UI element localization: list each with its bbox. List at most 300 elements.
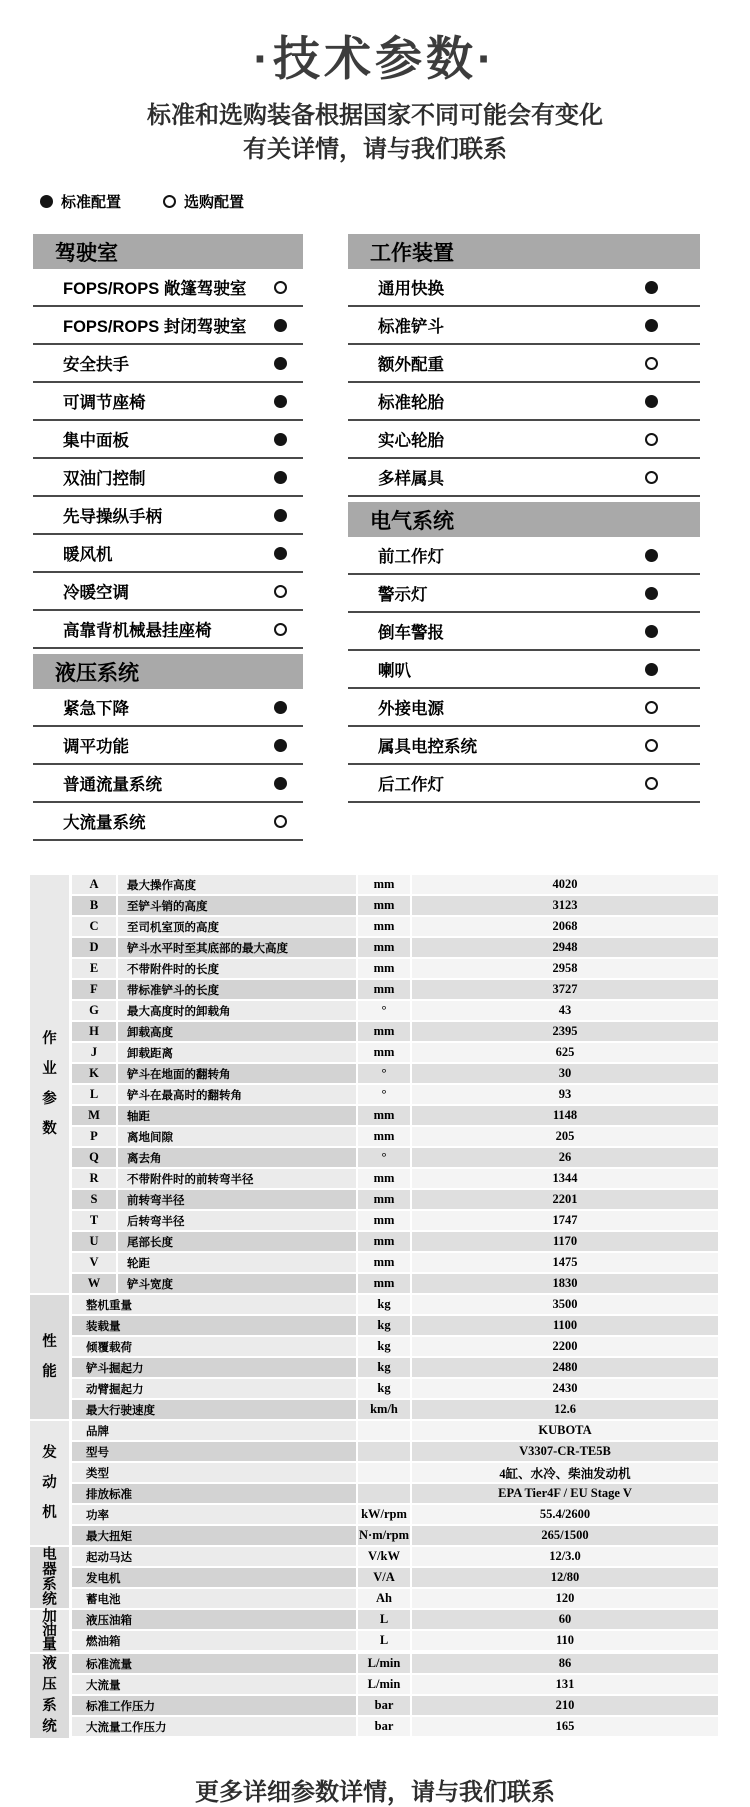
optional-dot-icon (163, 195, 176, 208)
spec-row (72, 1022, 718, 1043)
standard-dot-icon (40, 195, 53, 208)
spec-row-value: V3307-CR-TE5B (412, 1442, 718, 1463)
config-dot-icon (274, 395, 287, 408)
spec-group-label: 作业参数 (30, 875, 72, 1295)
spec-row-label: 卸载距离 (118, 1043, 358, 1064)
spec-row (72, 896, 718, 917)
spec-row (72, 980, 718, 1001)
equipment-label: 大流量系统 (63, 814, 146, 833)
spec-row-value: 1475 (412, 1253, 718, 1274)
spec-row (72, 1232, 718, 1253)
equipment-label: 实心轮胎 (378, 432, 444, 451)
spec-row-unit: mm (358, 1211, 412, 1232)
spec-row-unit: L (358, 1610, 412, 1631)
spec-row-label: 铲斗水平时至其底部的最大高度 (118, 938, 358, 959)
spec-row (72, 1064, 718, 1085)
spec-group (30, 1610, 718, 1654)
spec-row-key: G (72, 1001, 118, 1022)
equipment-columns (0, 234, 750, 841)
equipment-label: 警示灯 (378, 586, 428, 605)
spec-row (72, 959, 718, 980)
spec-row-label: 前转弯半径 (118, 1190, 358, 1211)
spec-row-value: 1100 (412, 1316, 718, 1337)
spec-row (72, 1148, 718, 1169)
spec-row-value: 120 (412, 1589, 718, 1610)
equipment-label: 倒车警报 (378, 624, 444, 643)
spec-row-key: J (72, 1043, 118, 1064)
equipment-row (33, 765, 303, 803)
spec-row-label: 型号 (72, 1442, 358, 1463)
spec-row-label: 铲斗宽度 (118, 1274, 358, 1295)
subtitle-line-2: 有关详情，请与我们联系 (243, 136, 507, 164)
spec-row-key: U (72, 1232, 118, 1253)
spec-group-label: 液压系统 (30, 1654, 72, 1740)
section-header (33, 654, 303, 689)
equipment-row (33, 611, 303, 649)
spec-row-label: 发电机 (72, 1568, 358, 1589)
spec-row-value: 165 (412, 1717, 718, 1738)
equipment-row (348, 575, 700, 613)
spec-row-value: 205 (412, 1127, 718, 1148)
spec-table (30, 875, 718, 1740)
equipment-label: 标准轮胎 (378, 394, 444, 413)
spec-row (72, 1253, 718, 1274)
spec-row-unit: mm (358, 1043, 412, 1064)
equipment-label: 后工作灯 (378, 776, 444, 795)
config-dot-icon (274, 701, 287, 714)
spec-group (30, 1421, 718, 1547)
spec-row-label: 燃油箱 (72, 1631, 358, 1652)
spec-row-key: S (72, 1190, 118, 1211)
legend-optional-label: 选购配置 (184, 194, 245, 212)
spec-row-label: 蓄电池 (72, 1589, 358, 1610)
equipment-section (348, 502, 700, 803)
spec-row (72, 1379, 718, 1400)
spec-row-unit: mm (358, 1022, 412, 1043)
spec-row-label: 离去角 (118, 1148, 358, 1169)
equipment-row (33, 459, 303, 497)
equipment-row (33, 307, 303, 345)
spec-row-label: 动臂掘起力 (72, 1379, 358, 1400)
spec-row (72, 1127, 718, 1148)
config-dot-icon (645, 549, 658, 562)
config-dot-icon (274, 623, 287, 636)
spec-row-label: 不带附件时的前转弯半径 (118, 1169, 358, 1190)
spec-row-key: D (72, 938, 118, 959)
equipment-row (348, 765, 700, 803)
spec-row-label: 类型 (72, 1463, 358, 1484)
equipment-row (33, 689, 303, 727)
legend-standard-label: 标准配置 (61, 194, 122, 212)
spec-row-label: 装载量 (72, 1316, 358, 1337)
spec-group-label: 电器系统 (30, 1547, 72, 1610)
spec-row (72, 1169, 718, 1190)
spec-row-unit: mm (358, 959, 412, 980)
spec-row-key: T (72, 1211, 118, 1232)
spec-row (72, 1295, 718, 1316)
equipment-label: 调平功能 (63, 738, 129, 757)
config-dot-icon (645, 357, 658, 370)
spec-group (30, 875, 718, 1295)
spec-row-label: 卸载高度 (118, 1022, 358, 1043)
equipment-row (348, 345, 700, 383)
spec-row-value: 2395 (412, 1022, 718, 1043)
equipment-label: 标准铲斗 (378, 318, 444, 337)
spec-row-value: 1170 (412, 1232, 718, 1253)
spec-row-label: 排放标准 (72, 1484, 358, 1505)
spec-row-value: 625 (412, 1043, 718, 1064)
equipment-label: 额外配重 (378, 356, 444, 375)
equipment-label: 高靠背机械悬挂座椅 (63, 622, 212, 641)
spec-row-label: 离地间隙 (118, 1127, 358, 1148)
spec-row-label: 大流量工作压力 (72, 1717, 358, 1738)
spec-row-label: 倾覆载荷 (72, 1337, 358, 1358)
spec-group-label: 发动机 (30, 1421, 72, 1547)
config-dot-icon (274, 509, 287, 522)
equipment-row (33, 421, 303, 459)
equipment-label: 暖风机 (63, 546, 113, 565)
equipment-row (348, 537, 700, 575)
config-dot-icon (645, 701, 658, 714)
spec-row (72, 1717, 718, 1738)
spec-row-unit: mm (358, 1253, 412, 1274)
spec-row-label: 功率 (72, 1505, 358, 1526)
spec-row-value: 2430 (412, 1379, 718, 1400)
spec-group (30, 1547, 718, 1610)
equipment-row (348, 727, 700, 765)
spec-row-value: 30 (412, 1064, 718, 1085)
spec-row-value: 1747 (412, 1211, 718, 1232)
spec-row-key: V (72, 1253, 118, 1274)
spec-row (72, 1337, 718, 1358)
spec-row-value: 210 (412, 1696, 718, 1717)
spec-row-key: L (72, 1085, 118, 1106)
spec-row-unit: kg (358, 1379, 412, 1400)
spec-row (72, 917, 718, 938)
spec-row-unit: mm (358, 1106, 412, 1127)
spec-row (72, 1526, 718, 1547)
section-header-label: 液压系统 (55, 661, 139, 685)
spec-row-label: 液压油箱 (72, 1610, 358, 1631)
equipment-label: 先导操纵手柄 (63, 508, 162, 527)
spec-row-unit: ° (358, 1001, 412, 1022)
spec-row-value: 2480 (412, 1358, 718, 1379)
equipment-column-left (33, 234, 303, 841)
spec-row-label: 品牌 (72, 1421, 358, 1442)
spec-row-unit: kg (358, 1337, 412, 1358)
spec-row-unit: mm (358, 1232, 412, 1253)
spec-row-value: 12/80 (412, 1568, 718, 1589)
config-dot-icon (274, 357, 287, 370)
spec-row-key: H (72, 1022, 118, 1043)
config-legend (40, 191, 750, 212)
spec-row-key: R (72, 1169, 118, 1190)
config-dot-icon (274, 471, 287, 484)
spec-row-unit: mm (358, 1274, 412, 1295)
spec-row-label: 最大操作高度 (118, 875, 358, 896)
spec-row-label: 带标准铲斗的长度 (118, 980, 358, 1001)
spec-row-unit: L (358, 1631, 412, 1652)
page-footer-note: 更多详细参数详情，请与我们联系 (195, 1779, 555, 1807)
spec-row-unit (358, 1442, 412, 1463)
spec-row-value: 93 (412, 1085, 718, 1106)
spec-row (72, 1316, 718, 1337)
subtitle-line-1: 标准和选购装备根据国家不同可能会有变化 (147, 102, 603, 129)
equipment-section (33, 234, 303, 649)
legend-standard (40, 191, 121, 212)
spec-row-unit: ° (358, 1148, 412, 1169)
spec-row-unit: ° (358, 1085, 412, 1106)
spec-row-label: 铲斗在最高时的翻转角 (118, 1085, 358, 1106)
spec-row (72, 1001, 718, 1022)
spec-row-unit: mm (358, 1127, 412, 1148)
spec-row-key: B (72, 896, 118, 917)
equipment-section (348, 234, 700, 497)
config-dot-icon (274, 547, 287, 560)
spec-row-value: 3500 (412, 1295, 718, 1316)
equipment-label: 属具电控系统 (378, 738, 477, 757)
spec-row-value: 2958 (412, 959, 718, 980)
config-dot-icon (645, 281, 658, 294)
equipment-row (348, 421, 700, 459)
spec-row-label: 后转弯半径 (118, 1211, 358, 1232)
spec-row-value: 1830 (412, 1274, 718, 1295)
config-dot-icon (274, 739, 287, 752)
equipment-row (33, 535, 303, 573)
equipment-label: 紧急下降 (63, 700, 129, 719)
spec-row-label: 铲斗掘起力 (72, 1358, 358, 1379)
spec-row (72, 1589, 718, 1610)
spec-row-value: 265/1500 (412, 1526, 718, 1547)
spec-row-value: KUBOTA (412, 1421, 718, 1442)
spec-row (72, 1675, 718, 1696)
spec-row-value: 4缸、水冷、柴油发动机 (412, 1463, 718, 1484)
spec-row-value: 43 (412, 1001, 718, 1022)
equipment-label: 外接电源 (378, 700, 444, 719)
spec-row-value: 86 (412, 1654, 718, 1675)
spec-row (72, 1190, 718, 1211)
spec-row-key: F (72, 980, 118, 1001)
spec-row-unit: ° (358, 1064, 412, 1085)
equipment-row (348, 269, 700, 307)
spec-row-value: 110 (412, 1631, 718, 1652)
spec-row (72, 1106, 718, 1127)
spec-row-key: K (72, 1064, 118, 1085)
spec-row-value: 60 (412, 1610, 718, 1631)
spec-row-unit: V/A (358, 1568, 412, 1589)
spec-row-unit (358, 1463, 412, 1484)
spec-row (72, 1274, 718, 1295)
spec-row-unit: kg (358, 1316, 412, 1337)
config-dot-icon (645, 319, 658, 332)
spec-row-unit: kg (358, 1358, 412, 1379)
config-dot-icon (274, 433, 287, 446)
equipment-label: 安全扶手 (63, 356, 129, 375)
spec-row-label: 最大扭矩 (72, 1526, 358, 1547)
spec-group (30, 1295, 718, 1421)
spec-row-unit: mm (358, 980, 412, 1001)
equipment-label: 集中面板 (63, 432, 129, 451)
config-dot-icon (645, 663, 658, 676)
spec-row-unit: mm (358, 1169, 412, 1190)
equipment-row (33, 727, 303, 765)
equipment-label: 通用快换 (378, 280, 444, 299)
equipment-row (348, 459, 700, 497)
spec-row-key: E (72, 959, 118, 980)
config-dot-icon (645, 471, 658, 484)
spec-row (72, 1043, 718, 1064)
spec-row-label: 不带附件时的长度 (118, 959, 358, 980)
config-dot-icon (274, 777, 287, 790)
spec-row-label: 轴距 (118, 1106, 358, 1127)
equipment-label: 普通流量系统 (63, 776, 162, 795)
legend-optional (163, 191, 244, 212)
equipment-row (33, 803, 303, 841)
config-dot-icon (274, 585, 287, 598)
spec-row-value: 26 (412, 1148, 718, 1169)
spec-row-value: 1148 (412, 1106, 718, 1127)
spec-row-unit: km/h (358, 1400, 412, 1421)
section-header-label: 驾驶室 (55, 241, 118, 265)
spec-row-label: 至铲斗销的高度 (118, 896, 358, 917)
equipment-row (348, 613, 700, 651)
config-dot-icon (645, 625, 658, 638)
equipment-label: 喇叭 (378, 662, 411, 681)
config-dot-icon (645, 777, 658, 790)
spec-row-value: 3727 (412, 980, 718, 1001)
spec-row-label: 整机重量 (72, 1295, 358, 1316)
spec-row-unit: bar (358, 1717, 412, 1738)
section-header (348, 234, 700, 269)
spec-row (72, 1358, 718, 1379)
section-header-label: 电气系统 (370, 509, 454, 533)
spec-group (30, 1654, 718, 1740)
spec-row-value: 55.4/2600 (412, 1505, 718, 1526)
config-dot-icon (645, 395, 658, 408)
spec-row-unit: kW/rpm (358, 1505, 412, 1526)
equipment-row (348, 651, 700, 689)
spec-row-label: 标准工作压力 (72, 1696, 358, 1717)
section-header (348, 502, 700, 537)
equipment-row (33, 345, 303, 383)
spec-row-unit: bar (358, 1696, 412, 1717)
spec-row (72, 1400, 718, 1421)
spec-row (72, 1505, 718, 1526)
spec-row (72, 1085, 718, 1106)
spec-row-label: 起动马达 (72, 1547, 358, 1568)
equipment-section (33, 654, 303, 841)
spec-row-value: 3123 (412, 896, 718, 917)
spec-row-label: 大流量 (72, 1675, 358, 1696)
equipment-row (348, 383, 700, 421)
spec-row-value: EPA Tier4F / EU Stage V (412, 1484, 718, 1505)
equipment-label: 双油门控制 (63, 470, 146, 489)
config-dot-icon (274, 815, 287, 828)
spec-row-label: 轮距 (118, 1253, 358, 1274)
spec-row-label: 最大高度时的卸载角 (118, 1001, 358, 1022)
spec-row (72, 1463, 718, 1484)
spec-row-label: 最大行驶速度 (72, 1400, 358, 1421)
spec-row-value: 2200 (412, 1337, 718, 1358)
spec-row-unit: L/min (358, 1654, 412, 1675)
spec-row-unit: mm (358, 875, 412, 896)
spec-row-key: W (72, 1274, 118, 1295)
spec-row (72, 1421, 718, 1442)
spec-row-key: Q (72, 1148, 118, 1169)
config-dot-icon (274, 281, 287, 294)
spec-row-value: 2068 (412, 917, 718, 938)
spec-row-key: A (72, 875, 118, 896)
spec-row-unit: mm (358, 896, 412, 917)
spec-row-label: 标准流量 (72, 1654, 358, 1675)
spec-row (72, 1696, 718, 1717)
equipment-row (33, 573, 303, 611)
spec-row-label: 至司机室顶的高度 (118, 917, 358, 938)
spec-row-label: 铲斗在地面的翻转角 (118, 1064, 358, 1085)
spec-row-unit: kg (358, 1295, 412, 1316)
spec-group-label: 加油量 (30, 1610, 72, 1654)
spec-row (72, 1631, 718, 1652)
spec-row-value: 2948 (412, 938, 718, 959)
equipment-row (33, 497, 303, 535)
section-header (33, 234, 303, 269)
spec-row (72, 1568, 718, 1589)
spec-row-unit (358, 1484, 412, 1505)
spec-row (72, 1654, 718, 1675)
equipment-row (348, 689, 700, 727)
spec-row-unit: L/min (358, 1675, 412, 1696)
spec-row-unit: mm (358, 1190, 412, 1211)
spec-row-key: P (72, 1127, 118, 1148)
equipment-label: 前工作灯 (378, 548, 444, 567)
equipment-row (33, 269, 303, 307)
equipment-label: 冷暖空调 (63, 584, 129, 603)
spec-row (72, 938, 718, 959)
spec-row-value: 12/3.0 (412, 1547, 718, 1568)
spec-row-value: 2201 (412, 1190, 718, 1211)
spec-row (72, 1610, 718, 1631)
spec-group-label: 性能 (30, 1295, 72, 1421)
equipment-label: 可调节座椅 (63, 394, 146, 413)
spec-row-unit: Ah (358, 1589, 412, 1610)
page-title: ·技术参数· (253, 32, 497, 85)
equipment-label: 多样属具 (378, 470, 444, 489)
spec-row (72, 1442, 718, 1463)
config-dot-icon (645, 739, 658, 752)
spec-row-unit: V/kW (358, 1547, 412, 1568)
equipment-label: FOPS/ROPS 封闭驾驶室 (63, 318, 247, 337)
spec-row-key: C (72, 917, 118, 938)
equipment-row (33, 383, 303, 421)
spec-row-value: 4020 (412, 875, 718, 896)
spec-row-unit: mm (358, 917, 412, 938)
spec-row-value: 131 (412, 1675, 718, 1696)
spec-row-unit: mm (358, 938, 412, 959)
equipment-row (348, 307, 700, 345)
spec-row (72, 1484, 718, 1505)
config-dot-icon (274, 319, 287, 332)
section-header-label: 工作装置 (370, 241, 454, 265)
spec-row-value: 12.6 (412, 1400, 718, 1421)
equipment-label: FOPS/ROPS 敞篷驾驶室 (63, 280, 247, 299)
spec-row-value: 1344 (412, 1169, 718, 1190)
spec-row-unit (358, 1421, 412, 1442)
spec-row (72, 875, 718, 896)
page-subtitle (0, 99, 750, 167)
config-dot-icon (645, 433, 658, 446)
spec-row (72, 1547, 718, 1568)
config-dot-icon (645, 587, 658, 600)
